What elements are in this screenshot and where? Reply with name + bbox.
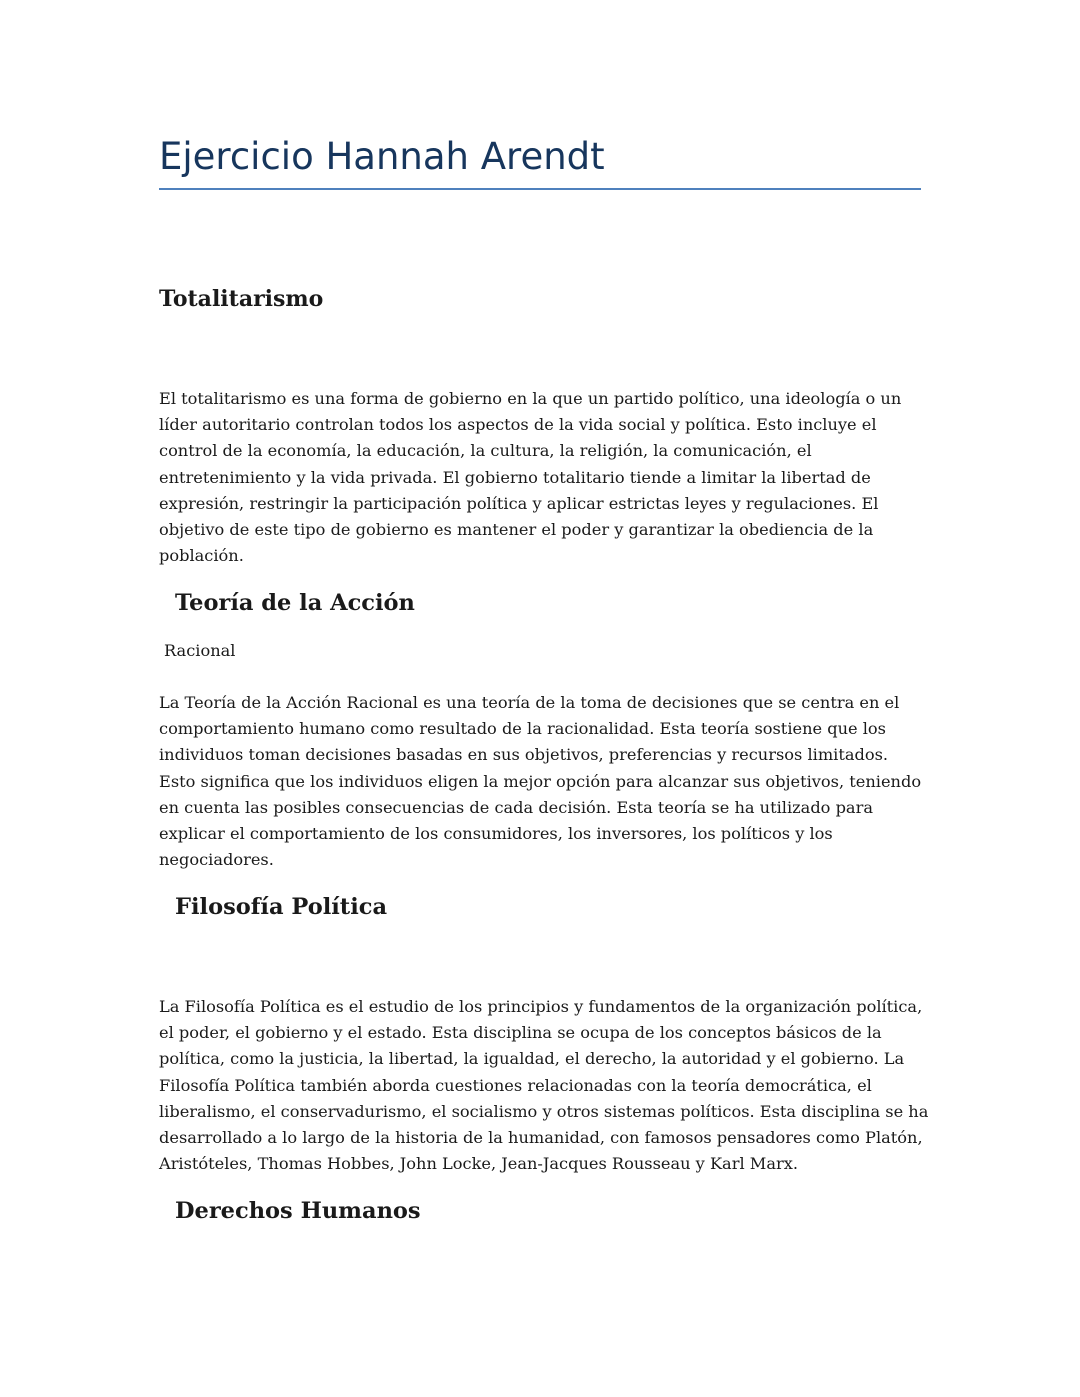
paragraph-filosofia-politica: La Filosofía Política es el estudio de los principios y fundamentos de la organización política, el poder, el gobierno y el estado. Esta disciplina se ocupa de los conceptos básicos de la política, como la justicia, la libertad, la igualdad, el derecho, la autoridad y el gobierno. La Filosofía Política también aborda cuestiones relacionadas con la teoría democrática, el liberalismo, el conservadurismo, el socialismo y otros sistemas políticos. Esta disciplina se ha desarrollado a lo largo de la historia de la humanidad, con famosos pensadores como Platón, Aristóteles, Thomas Hobbes, John Locke, Jean-Jacques Rousseau y Karl Marx. [159, 997, 929, 1174]
heading-totalitarismo: Totalitarismo [159, 286, 324, 312]
document-title: Ejercicio Hannah Arendt [159, 135, 605, 178]
paragraph-teoria-accion: La Teoría de la Acción Racional es una teoría de la toma de decisiones que se centra en el comportamiento humano como resultado de la racionalidad. Esta teoría sostiene que los individuos toman decisiones basadas en sus objetivos, preferencias y recursos limitados. Esto significa que los individuos eligen la mejor opción para alcanzar sus objetivos, teniendo en cuenta las posibles consecuencias de cada decisión. Esta teoría se ha utilizado para explicar el comportamiento de los consumidores, los inversores, los políticos y los negociadores. [159, 693, 922, 870]
heading-derechos-humanos: Derechos Humanos [175, 1198, 421, 1224]
heading-filosofia-politica: Filosofía Política [175, 894, 388, 920]
paragraph-totalitarismo: El totalitarismo es una forma de gobierno en la que un partido político, una ideología o un líder autoritario controlan todos los aspectos de la vida social y política. Esto incluye el control de la economía, la educación, la cultura, la religión, la comunicación, el entretenimiento y la vida privada. El gobierno totalitario tiende a limitar la libertad de expresión, restringir la participación política y aplicar estrictas leyes y regulaciones. El objetivo de este tipo de gobierno es mantener el poder y garantizar la obediencia de la población. [159, 389, 902, 566]
heading-teoria-accion: Teoría de la Acción [175, 590, 415, 616]
subheading-racional: Racional [164, 641, 236, 660]
title-underline [159, 188, 921, 190]
